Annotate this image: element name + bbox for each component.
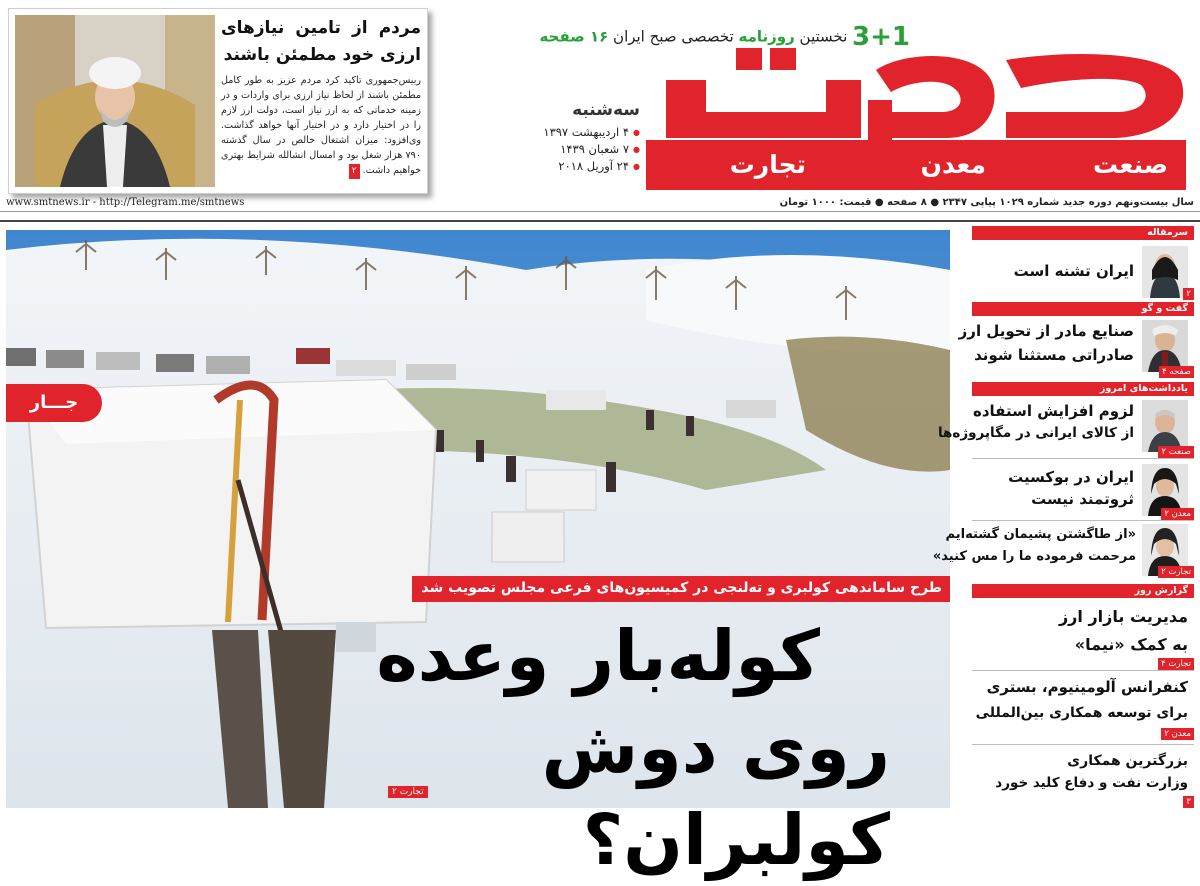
brand-strip-mining: معدن <box>920 150 986 179</box>
rc-divider <box>972 458 1194 459</box>
rc-divider <box>972 744 1194 745</box>
brand-strip <box>646 140 1186 190</box>
section-label: گزارش روز <box>972 584 1194 598</box>
rc-title-line-1: لزوم افزایش استفاده <box>973 402 1134 420</box>
section-label: گفت و گو <box>972 302 1194 316</box>
rc-page-tag: ۳ <box>1183 796 1194 808</box>
rc-story-6[interactable] <box>972 584 1194 670</box>
gallery-tag[interactable]: جـــار <box>6 384 102 422</box>
rc-story-5[interactable] <box>932 522 1194 580</box>
section-label: یادداشت‌های امروز <box>972 382 1194 396</box>
tagline-pages: ۱۶ صفحه <box>539 27 609 46</box>
weekday: سه‌شنبه <box>572 100 640 120</box>
main-story-headline[interactable] <box>260 610 890 886</box>
date-solar: ● ۴ اردیبهشت ۱۳۹۷ <box>520 124 640 141</box>
author-photo <box>1142 320 1188 372</box>
rc-story-3[interactable] <box>937 382 1194 458</box>
rc-story-7[interactable] <box>972 674 1194 742</box>
rc-title-line-1: «از طاگشتن پشیمان گشته‌ایم <box>945 527 1136 542</box>
headline-line-2: روی دوش کولبران؟ <box>541 707 890 881</box>
lead-photo <box>15 15 215 187</box>
rc-title-line-1: ایران در بوکسیت <box>1008 468 1134 486</box>
author-photo <box>1142 246 1188 298</box>
rc-title-line-2: برای توسعه همکاری بین‌المللی <box>975 705 1188 721</box>
rc-title: ایران تشنه است <box>1013 262 1134 280</box>
rc-page-tag: تجارت ۴ <box>1158 658 1194 670</box>
rc-page-tag: معدن ۲ <box>1161 728 1194 740</box>
rc-divider <box>972 520 1194 521</box>
rc-title-line-2: به کمک «نیما» <box>1074 635 1188 654</box>
brand-strip-trade: تجارت <box>729 150 806 179</box>
issue-info: سال بیست‌ونهم دوره جدید شماره ۱۰۲۹ پیاپی ۲۳۴۷ ● ۸ صفحه ● قیمت: ۱۰۰۰ تومان <box>779 197 1194 208</box>
right-column <box>932 226 1194 810</box>
date-block <box>520 100 640 175</box>
rc-title-line-1: مدیریت بازار ارز <box>1058 607 1188 626</box>
rc-page-tag: معدن ۲ <box>1161 508 1194 520</box>
lead-story-body <box>221 73 421 179</box>
rc-story-1[interactable] <box>972 226 1194 298</box>
rc-page-tag: تجارت ۲ <box>1158 566 1194 578</box>
date-lunar: ● ۷ شعبان ۱۴۳۹ <box>520 141 640 158</box>
rc-page-tag: ۲ <box>1183 288 1194 300</box>
rc-title-line-1: بزرگترین همکاری <box>1067 753 1188 769</box>
rc-page-tag: صنعت ۲ <box>1158 446 1194 458</box>
rc-title-line-1: کنفرانس آلومینیوم، بستری <box>986 678 1188 696</box>
main-story[interactable] <box>6 230 950 881</box>
rc-story-8[interactable] <box>972 748 1194 810</box>
rc-story-4[interactable] <box>972 460 1194 520</box>
rc-title-line-2: وزارت نفت و دفاع کلید خورد <box>995 775 1188 791</box>
tagline-main: نخستین <box>799 27 848 46</box>
rc-title-line-2: ثروتمند نیست <box>1031 490 1134 508</box>
author-photo <box>1142 400 1188 452</box>
lead-story-body-text: رییس‌جمهوری تاکید کرد مردم عزیز به طور کامل مطمئن باشند از لحاظ نیاز ارزی برای واردات و در زمینه خدماتی که به ارز نیاز است، دولت ارز لازم را در اختیار دارد و در اختیار آنها خواهد گذاشت. وی‌افزود: میزان اشتغال خالص در سال گذشته ۷۹۰ هزار شغل بود و امسال انشالله شرایط بهتری خواهیم داشت. <box>221 75 421 176</box>
main-story-subhead[interactable]: طرح ساماندهی کولبری و ته‌لنجی در کمیسیون‌های فرعی مجلس تصویب شد <box>412 576 950 602</box>
tagline-rest: تخصصی صبح ایران <box>613 27 734 46</box>
rc-title-line-2: از کالای ایرانی در مگاپروژه‌ها <box>937 425 1134 441</box>
website-urls: www.smtnews.ir - http://Telegram.me/smtnews <box>6 197 245 208</box>
rc-title-line-1: صنایع مادر از تحویل ارز <box>958 322 1134 340</box>
lead-story-title[interactable]: مردم از تامین نیازهای ارزی خود مطمئن باشند <box>221 18 421 65</box>
date-gregorian: ● ۲۴ آوریل ۲۰۱۸ <box>520 158 640 175</box>
rc-title-line-2: صادراتی مستثنا شوند <box>974 346 1134 364</box>
tagline-prefix: 3+1 <box>852 22 910 52</box>
rc-title-line-2: مرحمت فرموده ما را مس کنید» <box>932 549 1136 564</box>
section-divider <box>0 220 1200 222</box>
rc-story-2[interactable] <box>958 302 1194 378</box>
rc-divider <box>972 670 1194 671</box>
section-label: سرمقاله <box>972 226 1194 240</box>
lead-story-page-tag: ۲ <box>349 164 360 179</box>
main-story-page-tag: تجارت ۲ <box>388 786 428 798</box>
tagline-green: روزنامه <box>738 27 795 46</box>
brand-strip-industry: صنعت <box>1093 150 1168 179</box>
headline-line-1: کوله‌بار وعده <box>376 615 820 697</box>
issue-info-strip <box>0 196 1200 212</box>
lead-story-box[interactable] <box>8 8 428 194</box>
rc-page-tag: صفحه ۴ <box>1159 366 1194 378</box>
lead-story-text <box>221 15 421 179</box>
